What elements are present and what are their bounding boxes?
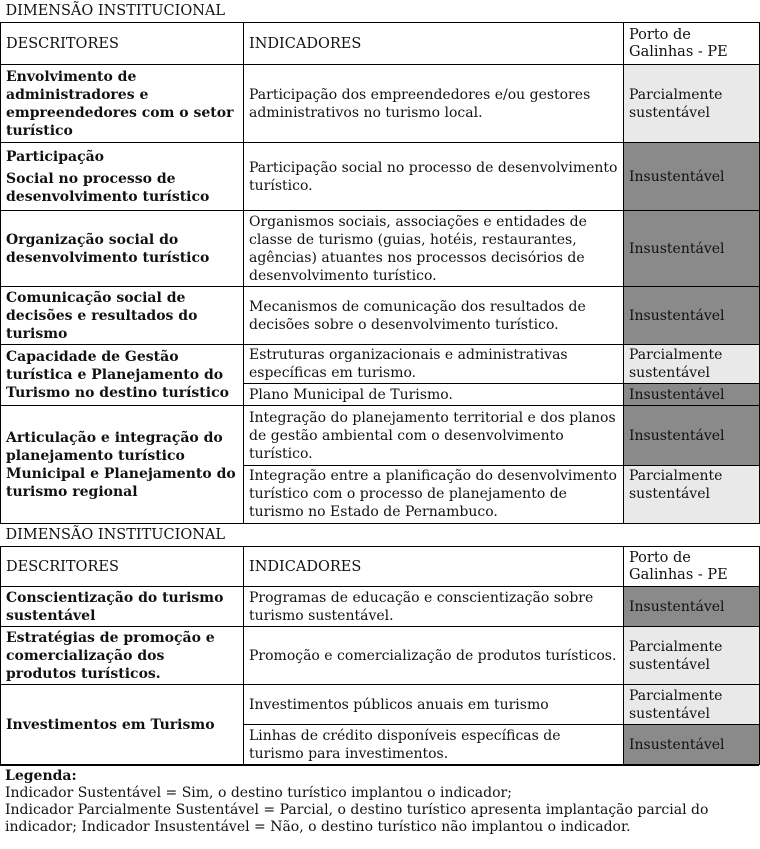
legend-line: Indicador Sustentável = Sim, o destino turístico implantou o indicador; [5, 785, 512, 801]
section-title-row [1, 524, 760, 547]
table-row [1, 685, 760, 725]
descritor-cell: Estratégias de promoção e comercialização dos produtos turísticos. [1, 627, 244, 685]
table-row [1, 587, 760, 627]
section-title: DIMENSÃO INSTITUCIONAL [1, 524, 760, 547]
table-row [1, 627, 760, 685]
descritor-cell: Investimentos em Turismo [1, 685, 244, 765]
indicador-cell: Investimentos públicos anuais em turismo [244, 685, 624, 725]
status-cell: Parcialmente sustentável [624, 65, 760, 143]
descritor-cell: Capacidade de Gestão turística e Planejamento do Turismo no destino turístico [1, 345, 244, 406]
status-cell: Insustentável [624, 406, 760, 466]
legend [0, 765, 759, 838]
status-cell: Parcialmente sustentável [624, 345, 760, 384]
table-row [1, 406, 760, 466]
descritor-cell: Conscientização do turismo sustentável [1, 587, 244, 627]
indicador-cell: Programas de educação e conscientização sobre turismo sustentável. [244, 587, 624, 627]
header-indicadores: INDICADORES [244, 547, 624, 587]
indicador-cell: Organismos sociais, associações e entidades de classe de turismo (guias, hotéis, restaurantes, agências) atuantes nos processos decisórios de desenvolvimento turístico. [244, 211, 624, 287]
indicador-cell: Plano Municipal de Turismo. [244, 384, 624, 406]
indicador-cell: Participação social no processo de desenvolvimento turístico. [244, 143, 624, 211]
status-cell: Insustentável [624, 287, 760, 345]
header-indicadores: INDICADORES [244, 23, 624, 65]
descritor-line: Participação [6, 148, 105, 165]
header-local: Porto de Galinhas - PE [624, 23, 760, 65]
indicador-cell: Linhas de crédito disponíveis específicas de turismo para investimentos. [244, 725, 624, 765]
status-cell: Insustentável [624, 587, 760, 627]
descritor-cell [1, 143, 244, 211]
header-local: Porto de Galinhas - PE [624, 547, 760, 587]
indicador-cell: Estruturas organizacionais e administrativas específicas em turismo. [244, 345, 624, 384]
header-descritores: DESCRITORES [1, 547, 244, 587]
descritor-cell: Comunicação social de decisões e resultados do turismo [1, 287, 244, 345]
status-cell: Insustentável [624, 725, 760, 765]
descritor-line: Social no processo de desenvolvimento turístico [6, 170, 210, 205]
table-row [1, 345, 760, 384]
section-title: DIMENSÃO INSTITUCIONAL [1, 0, 760, 23]
status-cell: Parcialmente sustentável [624, 466, 760, 524]
descritor-cell: Articulação e integração do planejamento turístico Municipal e Planejamento do turismo regional [1, 406, 244, 524]
section-title-row [1, 0, 760, 23]
status-cell: Insustentável [624, 384, 760, 406]
status-cell: Insustentável [624, 211, 760, 287]
legend-line: indicador; Indicador Insustentável = Não, o destino turístico não implantou o indicador. [5, 819, 631, 835]
indicador-cell: Participação dos empreendedores e/ou gestores administrativos no turismo local. [244, 65, 624, 143]
status-cell: Insustentável [624, 143, 760, 211]
table-row [1, 211, 760, 287]
header-descritores: DESCRITORES [1, 23, 244, 65]
table-row [1, 143, 760, 211]
legend-title: Legenda: [5, 768, 77, 784]
indicador-cell: Promoção e comercialização de produtos turísticos. [244, 627, 624, 685]
indicador-cell: Mecanismos de comunicação dos resultados de decisões sobre o desenvolvimento turístico. [244, 287, 624, 345]
indicador-cell: Integração entre a planificação do desenvolvimento turístico com o processo de planejamento de turismo no Estado de Pernambuco. [244, 466, 624, 524]
descritor-cell: Organização social do desenvolvimento turístico [1, 211, 244, 287]
legend-line: Indicador Parcialmente Sustentável = Parcial, o destino turístico apresenta implantação parcial do [5, 802, 709, 818]
table-row [1, 65, 760, 143]
table-row [1, 287, 760, 345]
header-row [1, 23, 760, 65]
header-row [1, 547, 760, 587]
indicador-cell: Integração do planejamento territorial e dos planos de gestão ambiental com o desenvolvimento turístico. [244, 406, 624, 466]
status-cell: Parcialmente sustentável [624, 685, 760, 725]
status-cell: Parcialmente sustentável [624, 627, 760, 685]
descritor-cell: Envolvimento de administradores e empreendedores com o setor turístico [1, 65, 244, 143]
